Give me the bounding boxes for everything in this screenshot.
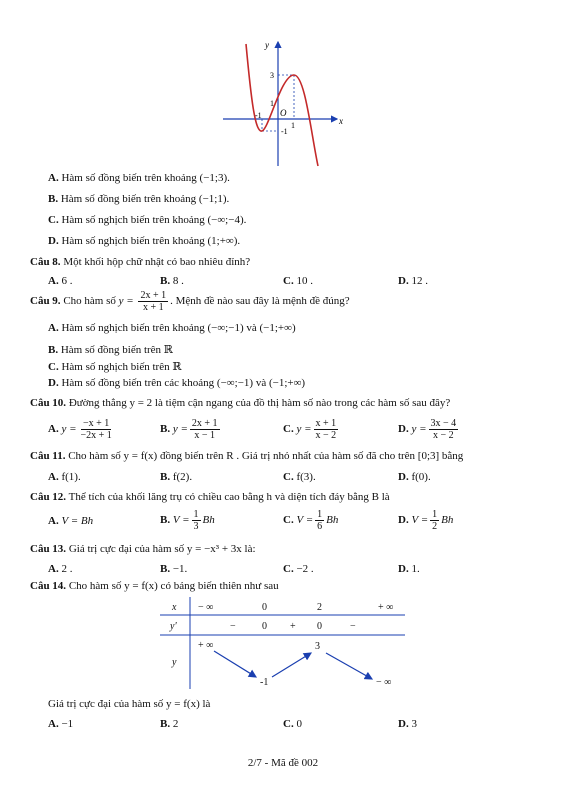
q9-stem: Câu 9. Cho hàm số y = $\frac{2x + 1}{x + 1}$ . Mệnh đề nào sau đây là mệnh đề đúng? — [30, 290, 350, 313]
q12-stem: Câu 12. Thể tích của khối lăng trụ có chiều cao bằng h và diện tích đáy bằng B là — [30, 491, 390, 503]
origin-label: O — [280, 108, 287, 118]
q10-option-b[interactable]: B. y = $\frac{2x + 1}{x - 1}$ — [160, 418, 218, 441]
svg-text:0: 0 — [317, 621, 322, 632]
axis-label-x: x — [339, 116, 343, 126]
q13-option-b[interactable]: B. −1. — [160, 563, 188, 575]
svg-text:3: 3 — [315, 641, 320, 652]
svg-text:+ ∞: + ∞ — [198, 640, 214, 651]
q13-option-a[interactable]: A. 2 . — [48, 563, 73, 575]
q12-option-d[interactable]: D. V = $\frac{1}{2}$ Bh — [398, 509, 454, 532]
q10-option-d[interactable]: D. y = $\frac{3x - 4}{x - 2}$ — [398, 418, 457, 441]
q13-option-c[interactable]: C. −2 . — [283, 563, 314, 575]
q9-option-b[interactable]: B. Hàm số đồng biến trên ℝ — [48, 344, 173, 356]
tick-x-neg1: -1 — [255, 111, 262, 120]
tick-x-1: 1 — [291, 121, 295, 130]
svg-text:−: − — [230, 621, 236, 632]
q11-option-c[interactable]: C. f(3). — [283, 471, 316, 483]
svg-text:− ∞: − ∞ — [198, 602, 214, 613]
q8-options — [48, 275, 548, 289]
q12-options — [48, 509, 548, 537]
q8-option-d[interactable]: D. 12 . — [398, 275, 428, 287]
q12-option-b[interactable]: B. V = $\frac{1}{3}$ Bh — [160, 509, 215, 532]
svg-text:−: − — [350, 621, 356, 632]
q8-option-a[interactable]: A. 6 . — [48, 275, 73, 287]
axis-label-y: y — [265, 40, 269, 50]
q11-option-d[interactable]: D. f(0). — [398, 471, 431, 483]
q14-stem: Câu 14. Cho hàm số y = f(x) có bảng biến thiên như sau — [30, 580, 279, 592]
q8-option-b[interactable]: B. 8 . — [160, 275, 184, 287]
q14-option-c[interactable]: C. 0 — [283, 718, 302, 730]
q10-options — [48, 418, 548, 446]
svg-text:-1: -1 — [260, 677, 269, 688]
q7-option-d[interactable]: D. Hàm số nghịch biến trên khoảng (1;+∞). — [48, 235, 241, 247]
q14-option-a[interactable]: A. −1 — [48, 718, 74, 730]
svg-text:+ ∞: + ∞ — [378, 602, 394, 613]
q10-stem: Câu 10. Đường thẳng y = 2 là tiệm cận ngang của đồ thị hàm số nào trong các hàm số sau đây? — [30, 397, 451, 409]
row-label-y: y — [172, 657, 177, 668]
q14-option-d[interactable]: D. 3 — [398, 718, 417, 730]
function-graph — [215, 38, 355, 170]
q8-stem: Câu 8. Một khối hộp chữ nhật có bao nhiêu đỉnh? — [30, 256, 251, 268]
q9-option-a[interactable]: A. Hàm số nghịch biến trên khoảng (−∞;−1) và (−1;+∞) — [48, 322, 296, 334]
page-footer: 2/7 - Mã đề 002 — [247, 757, 319, 769]
svg-text:− ∞: − ∞ — [376, 677, 392, 688]
q11-option-b[interactable]: B. f(2). — [160, 471, 193, 483]
svg-text:0: 0 — [262, 621, 267, 632]
svg-text:0: 0 — [262, 602, 267, 613]
q9-option-d[interactable]: D. Hàm số đồng biến trên các khoảng (−∞;−1) và (−1;+∞) — [48, 377, 306, 389]
q13-options — [48, 563, 548, 577]
q10-option-c[interactable]: C. y = $\frac{x + 1}{x - 2}$ — [283, 418, 337, 441]
svg-text:+: + — [290, 621, 296, 632]
row-label-yprime: y' — [170, 621, 177, 632]
q11-options — [48, 471, 548, 485]
q14-question: Giá trị cực đại của hàm số y = f(x) là — [48, 698, 211, 710]
q12-option-c[interactable]: C. V = $\frac{1}{6}$ Bh — [283, 509, 339, 532]
q7-option-a[interactable]: A. Hàm số đồng biến trên khoảng (−1;3). — [48, 172, 230, 184]
q13-stem: Câu 13. Giá trị cực đại của hàm số y = −x³ + 3x là: — [30, 543, 256, 555]
q11-stem: Câu 11. Cho hàm số y = f(x) đồng biến trên R . Giá trị nhỏ nhất của hàm số đã cho trên [0;3] bằng — [30, 450, 464, 462]
q7-option-c[interactable]: C. Hàm số nghịch biến trên khoảng (−∞;−4). — [48, 214, 247, 226]
q14-option-b[interactable]: B. 2 — [160, 718, 179, 730]
q9-option-c[interactable]: C. Hàm số nghịch biến trên ℝ — [48, 361, 182, 373]
q12-option-a[interactable]: A. V = Bh — [48, 515, 94, 527]
q7-option-b[interactable]: B. Hàm số đồng biến trên khoảng (−1;1). — [48, 193, 230, 205]
row-label-x: x — [172, 602, 177, 613]
q10-option-a[interactable]: A. y = $\frac{-x + 1}{-2x + 1}$ — [48, 418, 112, 441]
variation-table — [160, 597, 405, 689]
tick-y-neg1: -1 — [281, 127, 288, 136]
cubic-curve — [246, 44, 318, 166]
q11-option-a[interactable]: A. f(1). — [48, 471, 81, 483]
svg-text:2: 2 — [317, 602, 322, 613]
q8-option-c[interactable]: C. 10 . — [283, 275, 313, 287]
tick-y-3: 3 — [270, 71, 274, 80]
q13-option-d[interactable]: D. 1. — [398, 563, 420, 575]
tick-y-1: 1 — [270, 99, 274, 108]
q14-options — [48, 718, 548, 732]
